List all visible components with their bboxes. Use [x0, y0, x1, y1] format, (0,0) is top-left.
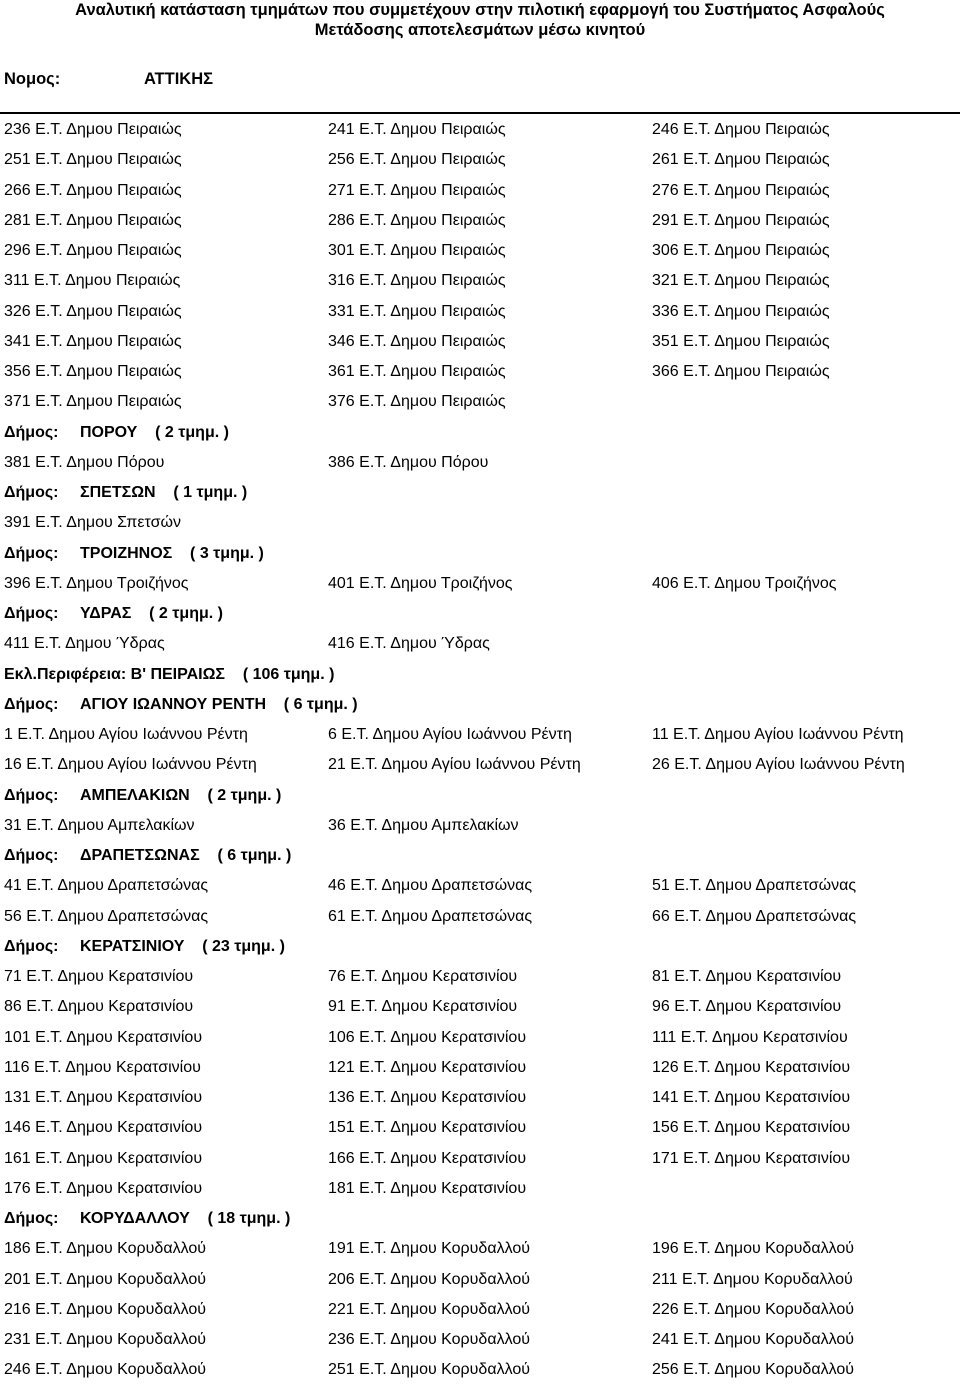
table-row [0, 117, 960, 147]
municipality-name: ΤΡΟΙΖΗΝΟΣ ( 3 τμημ. ) [80, 544, 264, 562]
polling-station-cell: 386 Ε.Τ. Δημου Πόρου [328, 453, 489, 471]
polling-station-cell: 341 Ε.Τ. Δημου Πειραιώς [4, 332, 182, 350]
municipality-label: Δήμος: [4, 937, 59, 955]
polling-station-cell: 131 Ε.Τ. Δημου Κερατσινίου [4, 1089, 203, 1106]
polling-station-cell: 191 Ε.Τ. Δημου Κορυδαλλού [328, 1240, 530, 1258]
municipality-label: Δήμος: [4, 484, 59, 501]
table-row [0, 631, 960, 661]
polling-station-cell: 236 Ε.Τ. Δημου Πειραιώς [4, 121, 182, 138]
polling-station-cell: 156 Ε.Τ. Δημου Κερατσινίου [652, 1119, 851, 1137]
polling-station-cell: 206 Ε.Τ. Δημου Κορυδαλλού [328, 1270, 530, 1288]
table-row [0, 1025, 960, 1055]
polling-station-cell: 221 Ε.Τ. Δημου Κορυδαλλού [328, 1300, 530, 1318]
table-row [0, 178, 960, 208]
municipality-name: ΔΡΑΠΕΤΣΩΝΑΣ ( 6 τμημ. ) [80, 847, 292, 864]
municipality-header [0, 934, 960, 964]
polling-station-cell: 201 Ε.Τ. Δημου Κορυδαλλού [4, 1270, 206, 1288]
electoral-region-name: Εκλ.Περιφέρεια: Β' ΠΕΙΡΑΙΩΣ ( 106 τμημ. ) [4, 665, 335, 683]
polling-station-cell: 346 Ε.Τ. Δημου Πειραιώς [328, 332, 506, 350]
polling-station-cell: 316 Ε.Τ. Δημου Πειραιώς [328, 272, 506, 290]
polling-station-cell: 211 Ε.Τ. Δημου Κορυδαλλού [652, 1270, 853, 1288]
polling-station-cell: 21 Ε.Τ. Δημου Αγίου Ιωάννου Ρέντη [328, 756, 581, 774]
table-row [0, 268, 960, 298]
polling-station-cell: 256 Ε.Τ. Δημου Πειραιώς [328, 151, 506, 169]
table-row [0, 299, 960, 329]
polling-station-cell: 31 Ε.Τ. Δημου Αμπελακίων [4, 816, 195, 834]
polling-station-cell: 266 Ε.Τ. Δημου Πειραιώς [4, 181, 182, 199]
polling-station-cell: 256 Ε.Τ. Δημου Κορυδαλλού [652, 1361, 854, 1379]
municipality-header [0, 480, 960, 510]
polling-station-cell: 251 Ε.Τ. Δημου Πειραιώς [4, 151, 182, 169]
polling-station-cell: 376 Ε.Τ. Δημου Πειραιώς [328, 393, 506, 411]
table-row [0, 1085, 960, 1115]
polling-station-cell: 306 Ε.Τ. Δημου Πειραιώς [652, 242, 830, 259]
municipality-name: ΠΟΡΟΥ ( 2 τμημ. ) [80, 423, 229, 441]
polling-station-cell: 241 Ε.Τ. Δημου Κορυδαλλού [652, 1331, 854, 1348]
polling-station-cell: 321 Ε.Τ. Δημου Πειραιώς [652, 272, 830, 290]
table-row [0, 1055, 960, 1085]
municipality-name: ΚΟΡΥΔΑΛΛΟΥ ( 18 τμημ. ) [80, 1210, 291, 1227]
title-line-2: Μετάδοσης αποτελεσμάτων μέσω κινητού [314, 21, 646, 39]
polling-station-cell: 71 Ε.Τ. Δημου Κερατσινίου [4, 968, 194, 985]
table-row [0, 1176, 960, 1206]
polling-station-cell: 356 Ε.Τ. Δημου Πειραιώς [4, 363, 182, 380]
polling-station-list [0, 117, 960, 1388]
table-row [0, 359, 960, 389]
polling-station-cell: 26 Ε.Τ. Δημου Αγίου Ιωάννου Ρέντη [652, 756, 905, 774]
prefecture-label: Νομος: [4, 70, 61, 88]
polling-station-cell: 36 Ε.Τ. Δημου Αμπελακίων [328, 816, 519, 834]
table-row [0, 571, 960, 601]
polling-station-cell: 176 Ε.Τ. Δημου Κερατσινίου [4, 1179, 203, 1197]
polling-station-cell: 61 Ε.Τ. Δημου Δραπετσώνας [328, 907, 533, 925]
table-row [0, 450, 960, 480]
municipality-label: Δήμος: [4, 695, 59, 713]
polling-station-cell: 171 Ε.Τ. Δημου Κερατσινίου [652, 1149, 851, 1167]
polling-station-cell: 41 Ε.Τ. Δημου Δραπετσώνας [4, 877, 209, 895]
polling-station-cell: 326 Ε.Τ. Δημου Πειραιώς [4, 302, 182, 320]
polling-station-cell: 241 Ε.Τ. Δημου Πειραιώς [328, 121, 506, 138]
polling-station-cell: 416 Ε.Τ. Δημου Ύδρας [328, 635, 490, 653]
polling-station-cell: 161 Ε.Τ. Δημου Κερατσινίου [4, 1149, 203, 1167]
polling-station-cell: 311 Ε.Τ. Δημου Πειραιώς [4, 272, 181, 290]
polling-station-cell: 11 Ε.Τ. Δημου Αγίου Ιωάννου Ρέντη [652, 726, 904, 743]
polling-station-cell: 291 Ε.Τ. Δημου Πειραιώς [652, 211, 830, 229]
polling-station-cell: 296 Ε.Τ. Δημου Πειραιώς [4, 242, 182, 259]
polling-station-cell: 246 Ε.Τ. Δημου Πειραιώς [652, 121, 830, 138]
prefecture-line [0, 69, 960, 89]
polling-station-cell: 361 Ε.Τ. Δημου Πειραιώς [328, 363, 506, 380]
municipality-name: ΑΓΙΟΥ ΙΩΑΝΝΟΥ ΡΕΝΤΗ ( 6 τμημ. ) [80, 695, 358, 713]
polling-station-cell: 236 Ε.Τ. Δημου Κορυδαλλού [328, 1331, 530, 1348]
municipality-header [0, 541, 960, 571]
polling-station-cell: 281 Ε.Τ. Δημου Πειραιώς [4, 211, 182, 229]
municipality-label: Δήμος: [4, 423, 59, 441]
table-row [0, 1115, 960, 1145]
polling-station-cell: 401 Ε.Τ. Δημου Τροιζήνος [328, 574, 513, 592]
polling-station-cell: 86 Ε.Τ. Δημου Κερατσινίου [4, 998, 194, 1016]
table-row [0, 147, 960, 177]
polling-station-cell: 371 Ε.Τ. Δημου Πειραιώς [4, 393, 182, 411]
table-row [0, 722, 960, 752]
polling-station-cell: 411 Ε.Τ. Δημου Ύδρας [4, 635, 165, 653]
polling-station-cell: 106 Ε.Τ. Δημου Κερατσινίου [328, 1028, 527, 1046]
table-row [0, 1236, 960, 1266]
polling-station-cell: 186 Ε.Τ. Δημου Κορυδαλλού [4, 1240, 206, 1258]
title-line-1: Αναλυτική κατάσταση τμημάτων που συμμετέχουν στην πιλοτική εφαρμογή του Συστήματος Ασφαλούς [75, 1, 885, 19]
polling-station-cell: 6 Ε.Τ. Δημου Αγίου Ιωάννου Ρέντη [328, 726, 572, 743]
table-row [0, 1357, 960, 1387]
table-row [0, 904, 960, 934]
polling-station-cell: 1 Ε.Τ. Δημου Αγίου Ιωάννου Ρέντη [4, 726, 248, 743]
polling-station-cell: 406 Ε.Τ. Δημου Τροιζήνος [652, 574, 837, 592]
municipality-label: Δήμος: [4, 605, 59, 622]
polling-station-cell: 56 Ε.Τ. Δημου Δραπετσώνας [4, 907, 209, 925]
polling-station-cell: 96 Ε.Τ. Δημου Κερατσινίου [652, 998, 842, 1016]
table-row [0, 994, 960, 1024]
polling-station-cell: 351 Ε.Τ. Δημου Πειραιώς [652, 332, 830, 350]
polling-station-cell: 286 Ε.Τ. Δημου Πειραιώς [328, 211, 506, 229]
polling-station-cell: 101 Ε.Τ. Δημου Κερατσινίου [4, 1028, 203, 1046]
document-title [0, 0, 960, 40]
polling-station-cell: 336 Ε.Τ. Δημου Πειραιώς [652, 302, 830, 320]
table-row [0, 238, 960, 268]
municipality-label: Δήμος: [4, 1210, 59, 1227]
table-row [0, 1267, 960, 1297]
polling-station-cell: 226 Ε.Τ. Δημου Κορυδαλλού [652, 1300, 854, 1318]
prefecture-value: ΑΤΤΙΚΗΣ [144, 70, 214, 88]
municipality-label: Δήμος: [4, 847, 59, 864]
polling-station-cell: 111 Ε.Τ. Δημου Κερατσινίου [652, 1028, 848, 1046]
polling-station-cell: 146 Ε.Τ. Δημου Κερατσινίου [4, 1119, 203, 1137]
polling-station-cell: 46 Ε.Τ. Δημου Δραπετσώνας [328, 877, 533, 895]
polling-station-cell: 181 Ε.Τ. Δημου Κερατσινίου [328, 1179, 527, 1197]
municipality-header [0, 1206, 960, 1236]
polling-station-cell: 121 Ε.Τ. Δημου Κερατσινίου [328, 1058, 527, 1076]
polling-station-cell: 141 Ε.Τ. Δημου Κερατσινίου [652, 1089, 851, 1106]
municipality-name: ΣΠΕΤΣΩΝ ( 1 τμημ. ) [80, 484, 248, 501]
header-divider [0, 112, 960, 114]
table-row [0, 752, 960, 782]
polling-station-cell: 381 Ε.Τ. Δημου Πόρου [4, 453, 165, 471]
table-row [0, 1297, 960, 1327]
polling-station-cell: 251 Ε.Τ. Δημου Κορυδαλλού [328, 1361, 530, 1379]
polling-station-cell: 396 Ε.Τ. Δημου Τροιζήνος [4, 574, 189, 592]
polling-station-cell: 81 Ε.Τ. Δημου Κερατσινίου [652, 968, 842, 985]
municipality-label: Δήμος: [4, 786, 59, 804]
municipality-header [0, 601, 960, 631]
municipality-name: ΚΕΡΑΤΣΙΝΙΟΥ ( 23 τμημ. ) [80, 937, 285, 955]
polling-station-cell: 66 Ε.Τ. Δημου Δραπετσώνας [652, 907, 857, 925]
table-row [0, 389, 960, 419]
polling-station-cell: 366 Ε.Τ. Δημου Πειραιώς [652, 363, 830, 380]
polling-station-cell: 261 Ε.Τ. Δημου Πειραιώς [652, 151, 830, 169]
polling-station-cell: 91 Ε.Τ. Δημου Κερατσινίου [328, 998, 518, 1016]
polling-station-cell: 51 Ε.Τ. Δημου Δραπετσώνας [652, 877, 857, 895]
polling-station-cell: 151 Ε.Τ. Δημου Κερατσινίου [328, 1119, 527, 1137]
polling-station-cell: 301 Ε.Τ. Δημου Πειραιώς [328, 242, 506, 259]
polling-station-cell: 271 Ε.Τ. Δημου Πειραιώς [328, 181, 506, 199]
table-row [0, 208, 960, 238]
table-row [0, 813, 960, 843]
table-row [0, 873, 960, 903]
municipality-header [0, 783, 960, 813]
municipality-header [0, 420, 960, 450]
polling-station-cell: 231 Ε.Τ. Δημου Κορυδαλλού [4, 1331, 206, 1348]
table-row [0, 510, 960, 540]
polling-station-cell: 331 Ε.Τ. Δημου Πειραιώς [328, 302, 506, 320]
electoral-region-header [0, 662, 960, 692]
polling-station-cell: 126 Ε.Τ. Δημου Κερατσινίου [652, 1058, 851, 1076]
municipality-label: Δήμος: [4, 544, 59, 562]
polling-station-cell: 116 Ε.Τ. Δημου Κερατσινίου [4, 1058, 201, 1076]
polling-station-cell: 136 Ε.Τ. Δημου Κερατσινίου [328, 1089, 527, 1106]
polling-station-cell: 76 Ε.Τ. Δημου Κερατσινίου [328, 968, 518, 985]
table-row [0, 329, 960, 359]
municipality-header [0, 692, 960, 722]
municipality-name: ΑΜΠΕΛΑΚΙΩΝ ( 2 τμημ. ) [80, 786, 282, 804]
polling-station-cell: 166 Ε.Τ. Δημου Κερατσινίου [328, 1149, 527, 1167]
municipality-header [0, 843, 960, 873]
table-row [0, 1327, 960, 1357]
polling-station-cell: 216 Ε.Τ. Δημου Κορυδαλλού [4, 1300, 206, 1318]
table-row [0, 1146, 960, 1176]
polling-station-cell: 16 Ε.Τ. Δημου Αγίου Ιωάννου Ρέντη [4, 756, 257, 774]
municipality-name: ΥΔΡΑΣ ( 2 τμημ. ) [80, 605, 223, 622]
polling-station-cell: 196 Ε.Τ. Δημου Κορυδαλλού [652, 1240, 854, 1258]
polling-station-cell: 276 Ε.Τ. Δημου Πειραιώς [652, 181, 830, 199]
polling-station-cell: 246 Ε.Τ. Δημου Κορυδαλλού [4, 1361, 206, 1379]
table-row [0, 964, 960, 994]
polling-station-cell: 391 Ε.Τ. Δημου Σπετσών [4, 514, 181, 532]
